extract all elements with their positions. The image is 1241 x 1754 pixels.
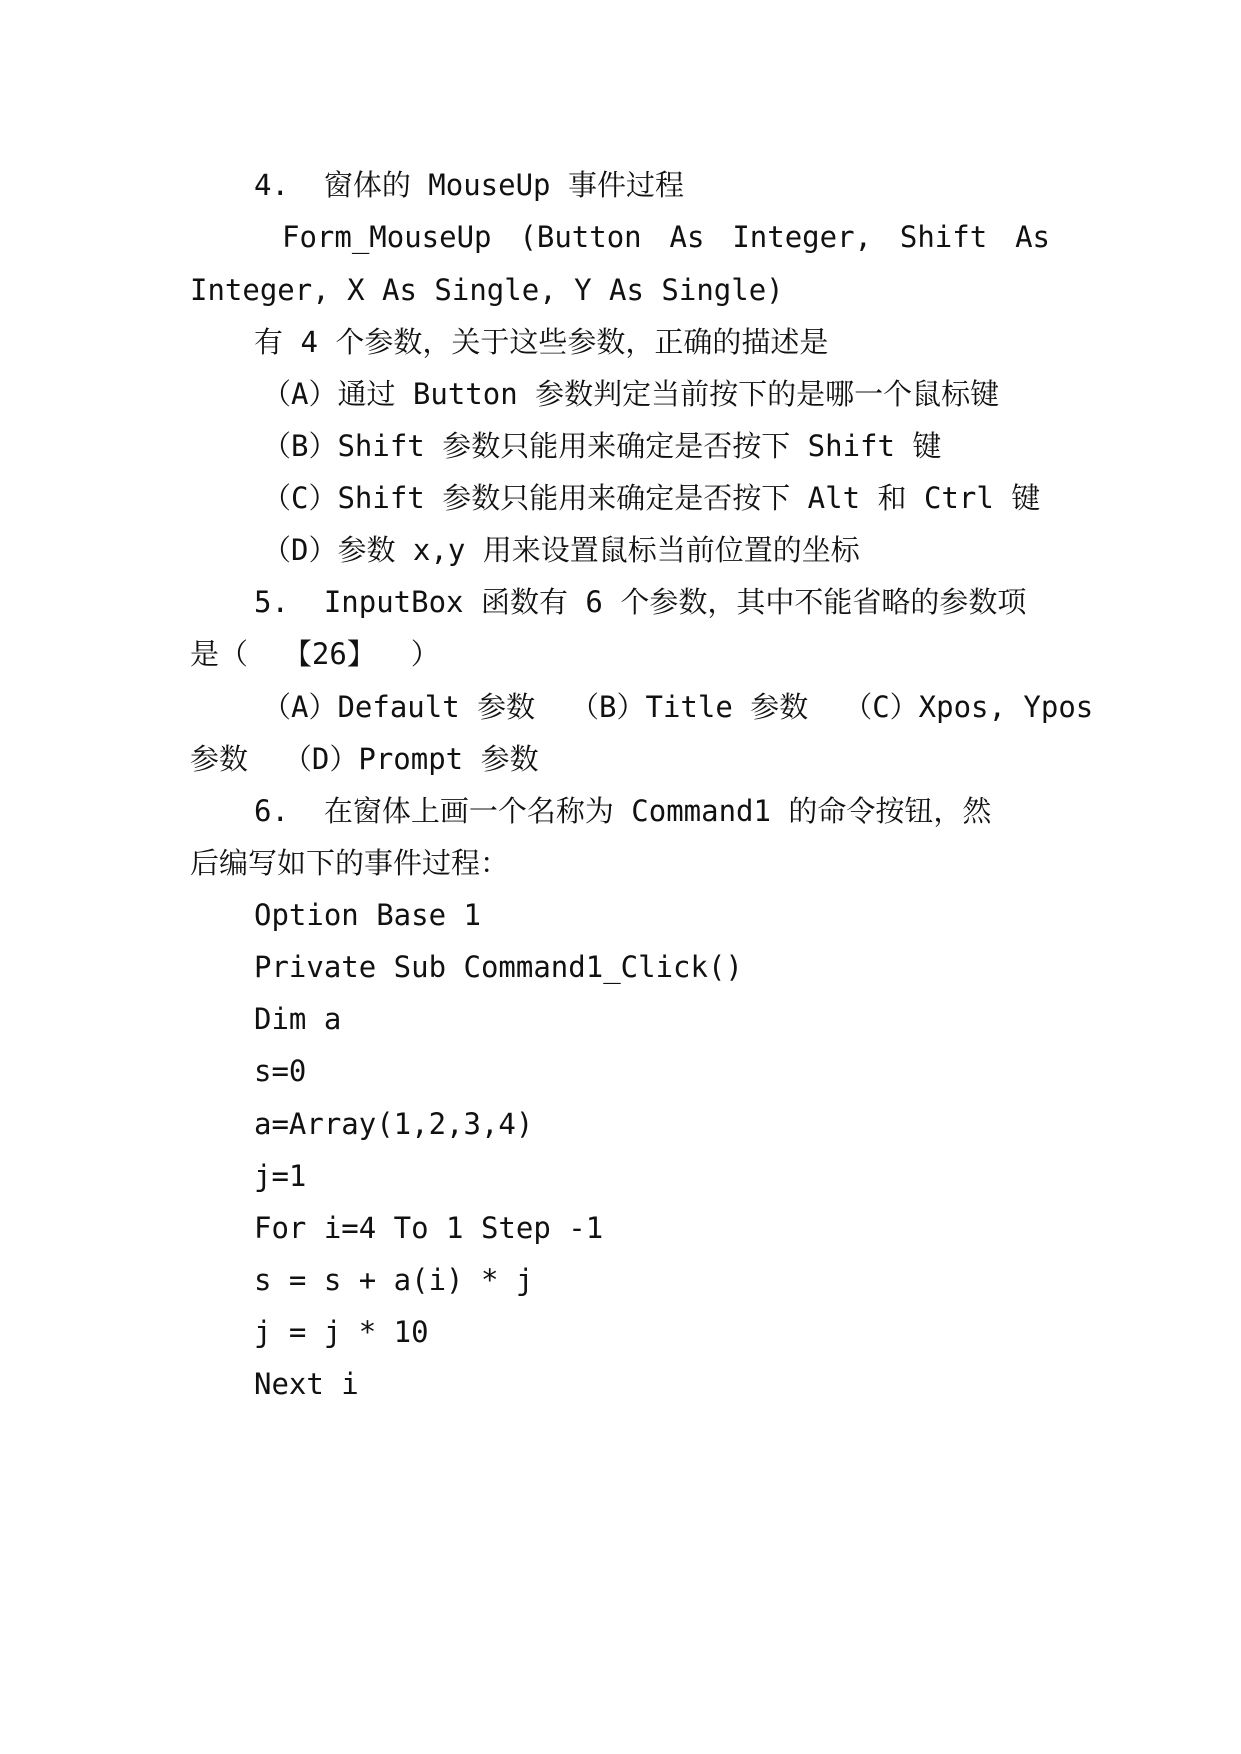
q5-line2: 是（ 【26】 ） <box>190 637 440 671</box>
q4-option-c: （C）Shift 参数只能用来确定是否按下 Alt 和 Ctrl 键 <box>262 481 1041 515</box>
q4-option-d: （D）参数 x,y 用来设置鼠标当前位置的坐标 <box>262 533 860 567</box>
q4-code-line1: Form_MouseUp (Button As Integer, Shift As <box>282 220 1050 254</box>
q4-stem: 有 4 个参数，关于这些参数，正确的描述是 <box>254 325 829 359</box>
q6-code-line: Next i <box>254 1367 359 1401</box>
q4-option-b: （B）Shift 参数只能用来确定是否按下 Shift 键 <box>262 429 942 463</box>
q6-code-line: j=1 <box>254 1159 307 1193</box>
q6-code-line: Private Sub Command1_Click() <box>254 950 743 984</box>
q6-code-line: Option Base 1 <box>254 898 481 932</box>
q6-code-line: Dim a <box>254 1002 342 1036</box>
q6-code-line: j = j * 10 <box>254 1315 429 1349</box>
q4-option-a: （A）通过 Button 参数判定当前按下的是哪一个鼠标键 <box>262 377 1000 411</box>
q5-options-line1: （A）Default 参数 （B）Title 参数 （C）Xpos, Ypos <box>262 690 1094 724</box>
q4-title: 4. 窗体的 MouseUp 事件过程 <box>254 168 684 202</box>
q5-options-line2: 参数 （D）Prompt 参数 <box>190 742 539 776</box>
q6-code-line: s = s + a(i) * j <box>254 1263 534 1297</box>
q6-line1: 6. 在窗体上画一个名称为 Command1 的命令按钮，然 <box>254 794 992 828</box>
q5-line1: 5. InputBox 函数有 6 个参数，其中不能省略的参数项 <box>254 585 1027 619</box>
q4-code-line2: Integer, X As Single, Y As Single) <box>190 273 784 307</box>
q6-code-line: a=Array(1,2,3,4) <box>254 1107 534 1141</box>
q6-line2: 后编写如下的事件过程： <box>190 846 510 880</box>
q6-code-line: For i=4 To 1 Step -1 <box>254 1211 604 1245</box>
q6-code-line: s=0 <box>254 1054 307 1088</box>
